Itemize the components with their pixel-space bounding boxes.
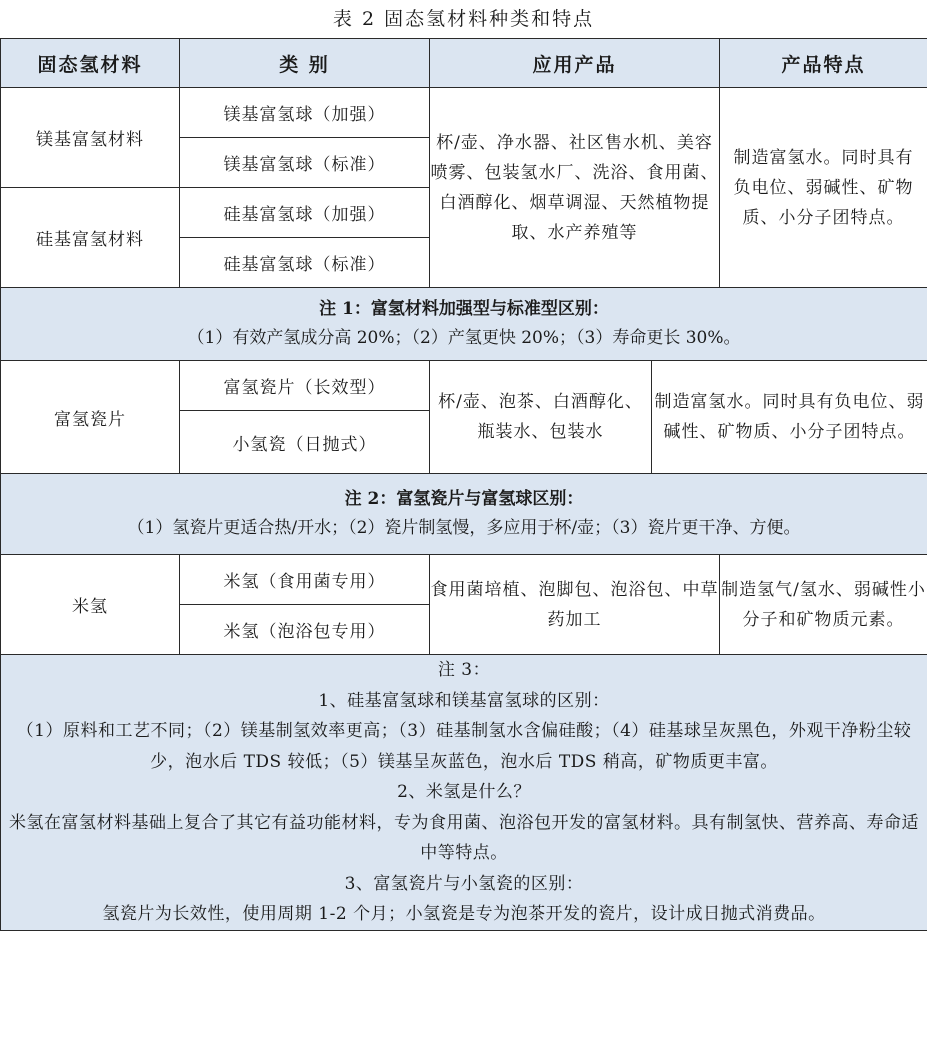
note-3-q1: 1、硅基富氢球和镁基富氢球的区别： [318,690,610,711]
note-row [1,288,927,361]
header-row [1,39,927,88]
table-row [1,88,927,138]
features-cell: 制造富氢水。同时具有负电位、弱碱性、矿物质、小分子团特点。 [720,88,927,288]
material-si: 硅基富氢材料 [1,188,180,288]
table-row [1,361,927,411]
material-ceramic: 富氢瓷片 [1,361,180,474]
note-3-a2: 米氢在富氢材料基础上复合了其它有益功能材料，专为食用菌、泡浴包开发的富氢材料。具有制氢快、营养高、寿命适中等特点。 [9,812,919,863]
note-2 [1,474,927,555]
note-1 [1,288,927,361]
note-3-q2: 2、米氢是什么？ [397,782,531,802]
note-row [1,474,927,555]
material-rice-hydrogen: 米氢 [1,555,180,655]
category-item: 镁基富氢球（加强） [180,88,430,138]
header-applications: 应用产品 [430,39,720,88]
material-mg: 镁基富氢材料 [1,88,180,188]
note-3 [1,655,927,931]
table-title: 表 2 固态氢材料种类和特点 [332,8,595,30]
note-3-title: 注 3： [437,660,491,680]
note-3-a1: （1）原料和工艺不同；（2）镁基制氢效率更高；（3）硅基制氢水含偏硅酸；（4）硅基球呈灰黑色，外观干净粉尘较少，泡水后 TDS 较低；（5）镁基呈灰蓝色，泡水后 TDS 稍高，矿物质更丰富。 [16,721,912,772]
header-material: 固态氢材料 [1,39,180,88]
applications-cell: 杯/壶、泡茶、白酒醇化、瓶装水、包装水 [430,361,652,474]
note-1-title: 注 1：富氢材料加强型与标准型区别： [319,299,609,319]
category-item: 富氢瓷片（长效型） [180,361,430,411]
materials-table [0,38,927,931]
features-cell: 制造氢气/氢水、弱碱性小分子和矿物质元素。 [720,555,927,655]
note-3-q3: 3、富氢瓷片与小氢瓷的区别： [344,873,584,894]
note-1-body: （1）有效产氢成分高 20%；（2）产氢更快 20%；（3）寿命更长 30%。 [187,328,741,348]
table-row [1,555,927,605]
header-features: 产品特点 [720,39,927,88]
note-2-title: 注 2：富氢瓷片与富氢球区别： [344,489,584,509]
category-item: 米氢（食用菌专用） [180,555,430,605]
applications-cell: 杯/壶、净水器、社区售水机、美容喷雾、包装氢水厂、洗浴、食用菌、白酒醇化、烟草调湿、天然植物提取、水产养殖等 [430,88,720,288]
category-item: 小氢瓷（日抛式） [180,411,430,474]
header-category: 类 别 [180,39,430,88]
category-item: 硅基富氢球（标准） [180,238,430,288]
applications-cell: 食用菌培植、泡脚包、泡浴包、中草药加工 [430,555,720,655]
note-2-body: （1）氢瓷片更适合热/开水；（2）瓷片制氢慢，多应用于杯/壶；（3）瓷片更干净、方便。 [127,518,801,538]
category-item: 米氢（泡浴包专用） [180,605,430,655]
note-row [1,655,927,931]
category-item: 镁基富氢球（标准） [180,138,430,188]
note-3-a3: 氢瓷片为长效性，使用周期 1-2 个月；小氢瓷是专为泡茶开发的瓷片，设计成日抛式消费品。 [102,904,826,924]
features-cell: 制造富氢水。同时具有负电位、弱碱性、矿物质、小分子团特点。 [652,361,927,474]
category-item: 硅基富氢球（加强） [180,188,430,238]
